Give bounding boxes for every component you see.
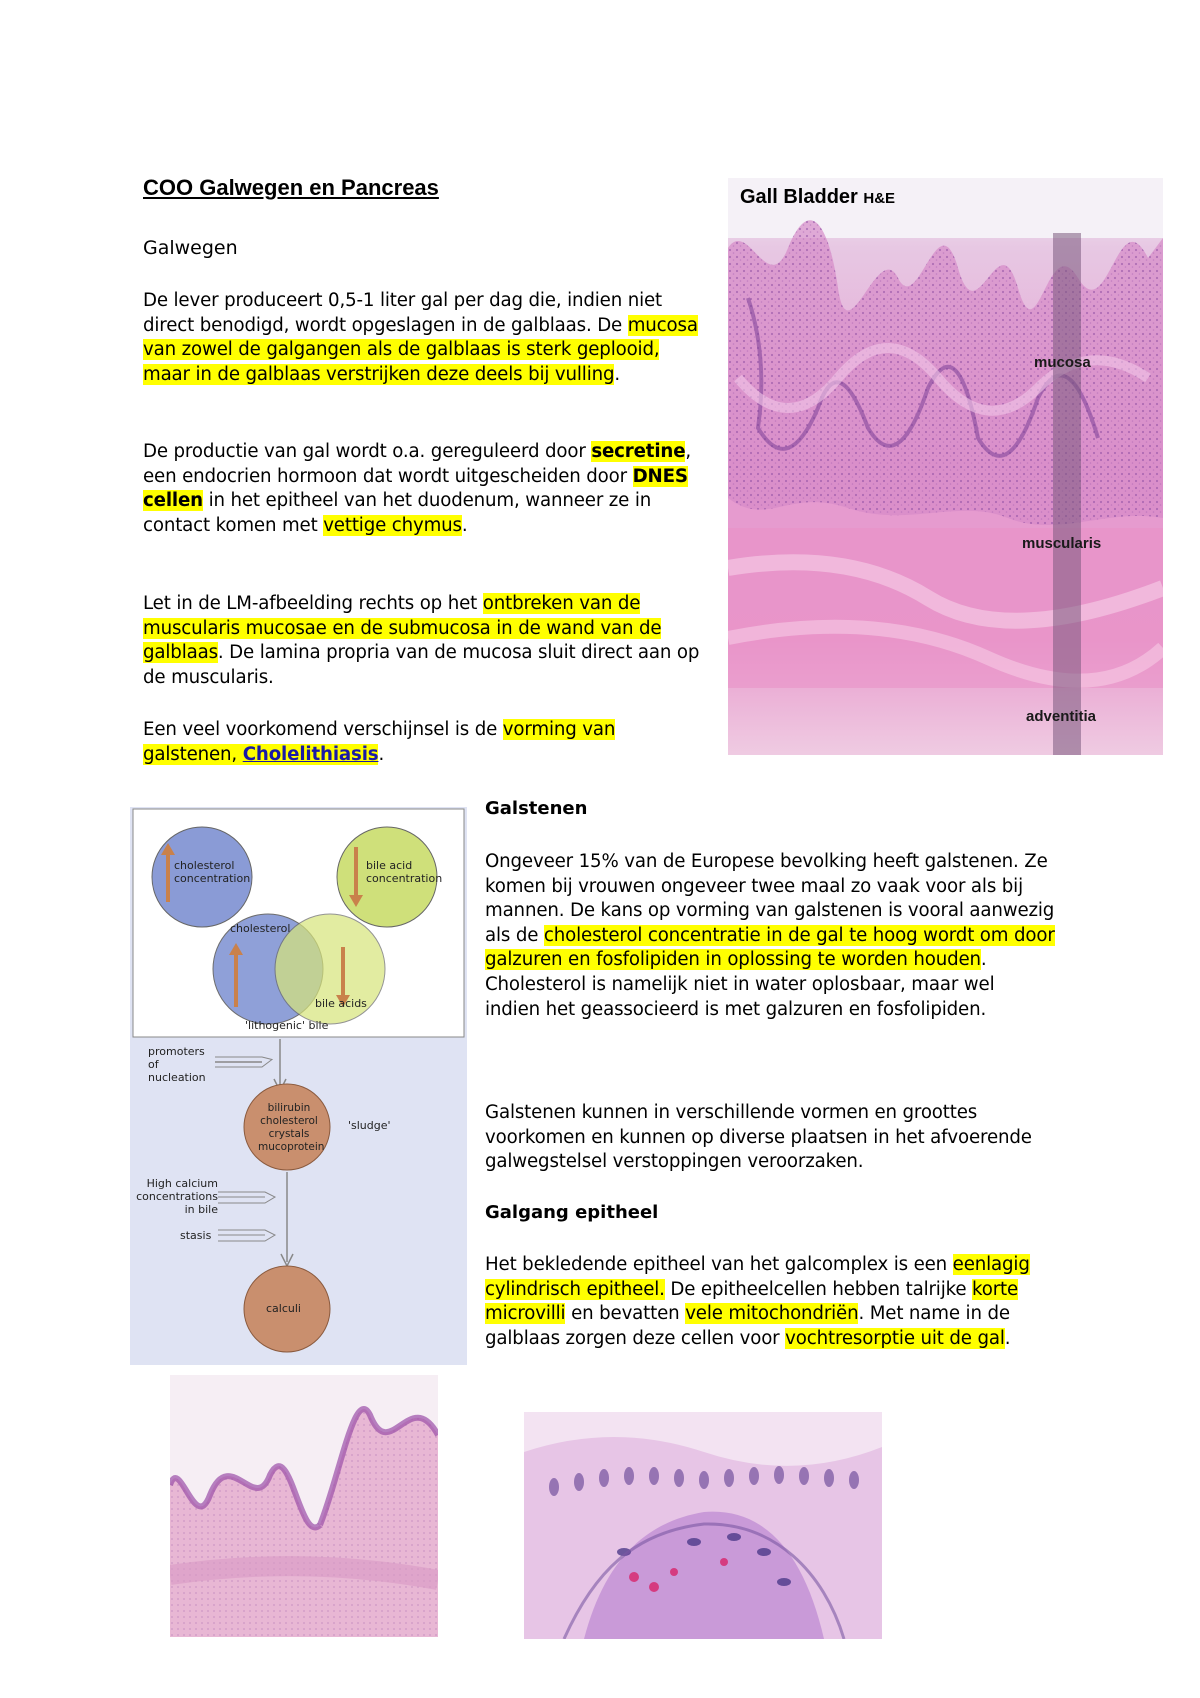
text: .: [378, 743, 385, 765]
paragraph-galgang-epitheel: [485, 1253, 1060, 1351]
text: .: [614, 363, 621, 385]
highlight: cholesterol concentratie in de gal te hoog wordt om door galzuren en fosfolipiden in oplossing te worden houden: [485, 924, 1055, 971]
paragraph-galwegen-1: [143, 289, 703, 387]
label-sludge-contents: bilirubin cholesterol crystals mucoprotein: [258, 1102, 325, 1153]
label-muscularis: muscularis: [1022, 535, 1102, 552]
label-bile-acid-concentration: bile acid concentration: [366, 859, 443, 885]
highlight: vele mitochondriën: [685, 1303, 859, 1325]
text: . Cholesterol is namelijk niet in water oplosbaar, maar wel indien het geassocieerd is met galzuren en fosfolipiden.: [485, 949, 995, 1020]
section-heading-galwegen: Galwegen: [143, 237, 238, 259]
highlight: ontbreken van de muscularis mucosae en de submucosa in de wand van de galblaas: [143, 593, 662, 664]
text: Het bekledende epitheel van het galcomplex is een: [485, 1254, 953, 1275]
label-promoters: promoters of nucleation: [148, 1045, 206, 1084]
label-bile-acids: bile acids: [315, 997, 367, 1010]
gallstone-formation-diagram: [130, 807, 467, 1365]
highlight: mucosa van zowel de galgangen als de galblaas is sterk geplooid, maar in de galblaas verstrijken deze deels bij vulling: [143, 314, 698, 385]
epithelium-histology-svg: [524, 1412, 882, 1639]
bile-duct-histology-svg: [170, 1375, 438, 1637]
label-cholesterol: cholesterol: [230, 922, 291, 935]
label-high-calcium: High calcium concentrations in bile: [136, 1177, 218, 1216]
text: .: [1004, 1327, 1011, 1349]
highlight: DNES cellen: [143, 465, 688, 512]
gallstone-diagram-svg: [130, 807, 467, 1365]
label-stasis: stasis: [180, 1229, 212, 1242]
text: Ongeveer 15% van de Europese bevolking heeft galstenen. Ze komen bij vrouwen ongeveer twee maal zo vaak voor als bij mannen. De kans op vorming van galstenen is vooral aanwezig als de: [485, 851, 1055, 946]
label-lithogenic-bile: 'lithogenic' bile: [245, 1019, 329, 1032]
text: en bevatten: [565, 1303, 686, 1325]
bile-duct-histology-image: [170, 1375, 438, 1637]
text: . Met name in de galblaas zorgen deze cellen voor: [485, 1303, 1010, 1349]
paragraph-galwegen-2: [143, 440, 703, 538]
label-adventitia: adventitia: [1026, 708, 1097, 725]
text: Let in de LM-afbeelding rechts op het: [143, 593, 483, 614]
text: , een endocrien hormoon dat wordt uitgescheiden door: [143, 441, 692, 487]
epithelium-histology-image: [524, 1412, 882, 1639]
section-heading-galstenen: Galstenen: [485, 798, 588, 819]
cholelithiasis-link[interactable]: Cholelithiasis: [242, 743, 379, 765]
label-mucosa: mucosa: [1034, 354, 1091, 371]
highlight: secretine: [591, 441, 686, 462]
highlight: eenlagig cylindrisch epitheel.: [485, 1254, 1030, 1300]
highlight: korte microvilli: [485, 1278, 1019, 1325]
section-heading-galgang-epitheel: Galgang epitheel: [485, 1202, 659, 1223]
gallbladder-histology-svg: [728, 178, 1163, 755]
paragraph-galwegen-3: [143, 592, 703, 690]
document-title: COO Galwegen en Pancreas: [143, 175, 439, 200]
text: . De lamina propria van de mucosa sluit direct aan op de muscularis.: [143, 642, 700, 688]
label-cholesterol-concentration: cholesterol concentration: [174, 859, 251, 885]
highlight: vorming van galstenen,: [143, 719, 616, 765]
text: in het epitheel van het duodenum, wanneer ze in contact komen met: [143, 490, 652, 536]
text: De productie van gal wordt o.a. gereguleerd door: [143, 441, 592, 462]
label-calculi: calculi: [266, 1302, 301, 1315]
text: .: [461, 514, 468, 536]
figure-stain: H&E: [863, 190, 896, 207]
paragraph-galwegen-4: [143, 718, 703, 767]
text: De epitheelcellen hebben talrijke: [664, 1278, 973, 1300]
text: De lever produceert 0,5-1 liter gal per dag die, indien niet direct benodigd, wordt opgeslagen in de galblaas. De: [143, 290, 663, 336]
figure-title-text: Gall Bladder: [740, 186, 858, 208]
gallbladder-histology-image: [728, 178, 1163, 755]
highlight: vettige chymus: [323, 514, 462, 536]
paragraph-galstenen-2: Galstenen kunnen in verschillende vormen en groottes voorkomen en kunnen op diverse plaatsen in het afvoerende galwegstelsel verstoppingen veroorzaken.: [485, 1102, 1032, 1173]
text: Een veel voorkomend verschijnsel is de: [143, 719, 503, 740]
label-sludge: 'sludge': [348, 1119, 391, 1132]
paragraph-galstenen-1: [485, 850, 1055, 1022]
highlight: vochtresorptie uit de gal: [785, 1327, 1005, 1349]
figure-title: [740, 186, 895, 209]
